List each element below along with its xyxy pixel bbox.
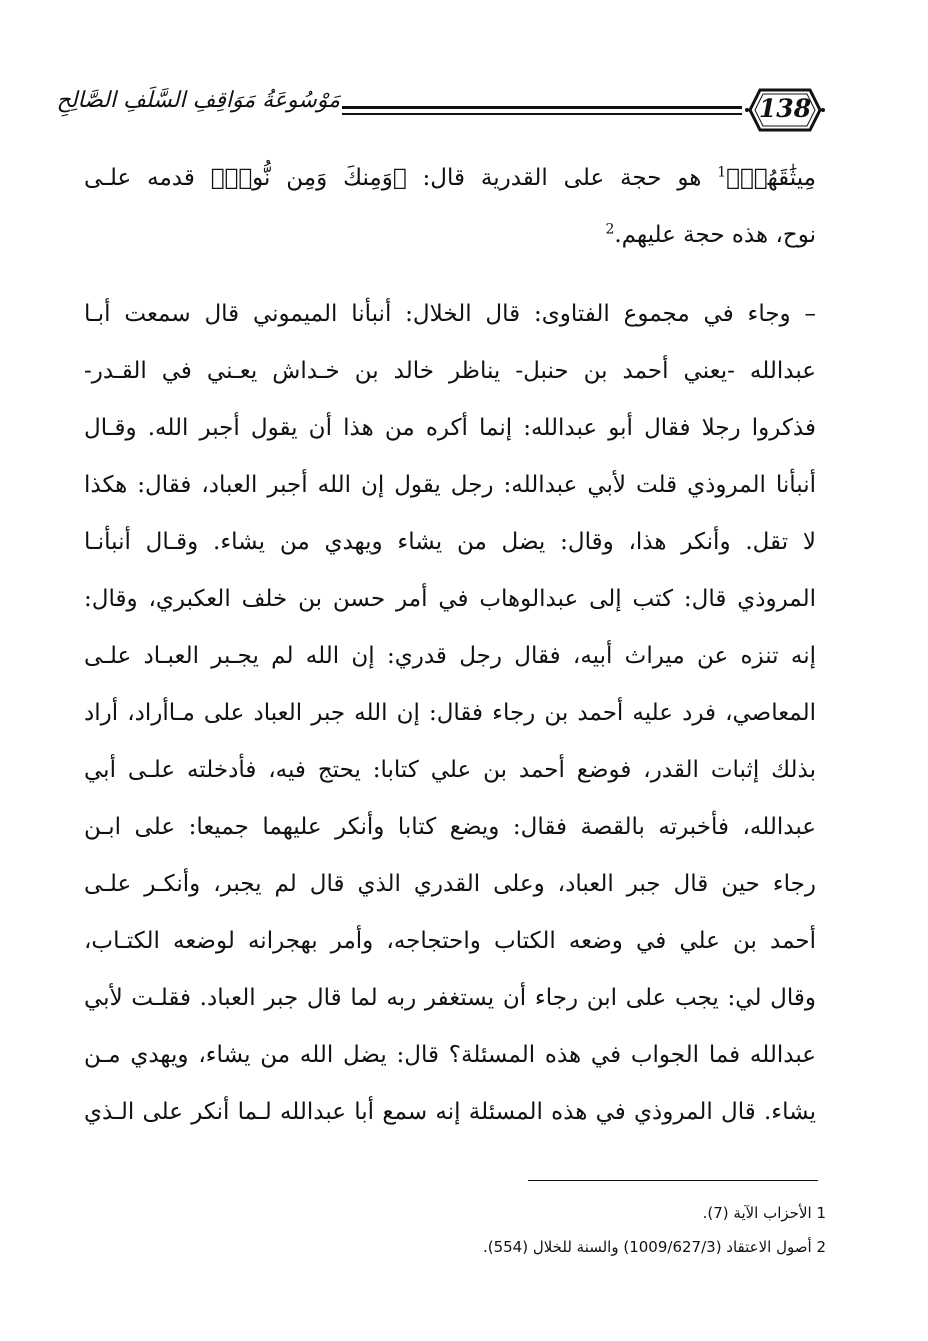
footnote-text: الأحزاب الآية (7).	[702, 1204, 812, 1222]
text-line: عبدالله، فأخبرته بالقصة فقال: ويضع كتابا وأنكر عليهما جميعا: على ابـن	[84, 814, 816, 840]
text-line: لا تقل. وأنكر هذا، وقال: يضل من يشاء ويهدي من يشاء. وقـال أنبأنـا	[84, 529, 816, 555]
series-title: مَوْسُوعَةُ مَوَاقِفِ السَّلَفِ الصَّالِحِ	[56, 88, 340, 113]
text-line: – وجاء في مجموع الفتاوى: قال الخلال: أنبأنا الميموني قال سمعت أبـا	[84, 301, 816, 327]
footnote-number: 1	[816, 1204, 826, 1222]
footnote-text: أصول الاعتقاد (1009/627/3) والسنة للخلال (554).	[482, 1238, 812, 1256]
body-text	[84, 150, 816, 1141]
text-line: وقال لي: يجب على ابن رجاء أن يستغفر ربه لما قال جبر العباد. فقلـت لأبي	[84, 985, 816, 1011]
text-line: إنه تنزه عن ميراث أبيه، فقال رجل قدري: إن الله لم يجـبر العبـاد علـى	[84, 643, 816, 669]
page-number-badge	[744, 84, 826, 136]
text-line: عبدالله -يعني أحمد بن حنبل- يناظر خالد بن خـداش يعـني في القـدر-	[84, 358, 816, 384]
text-line: المعاصي، فرد عليه أحمد بن رجاء فقال: إن الله جبر العباد على مـاأراد، أراد	[84, 700, 816, 726]
text-line: المروذي قال: كتب إلى عبدالوهاب في أمر حسن بن خلف العكبري، وقال:	[84, 586, 816, 612]
text-line: مِيثَٰقَهُمۡ﴾$^1$ هو حجة على القدرية قال: ﴿وَمِنكَ وَمِن نُّوحٖ﴾ قدمه علـى	[84, 164, 816, 191]
text-line: رجاء حين قال جبر العباد، وعلى القدري الذي قال لم يجبر، وأنكـر علـى	[84, 871, 816, 897]
footnote-ref[interactable]: 1	[717, 164, 727, 181]
header-rule	[342, 106, 742, 109]
page-number: 138	[758, 94, 812, 123]
text-line: بذلك إثبات القدر، فوضع أحمد بن علي كتابا: يحتج فيه، فأدخلته علـى أبي	[84, 757, 816, 783]
text-line: فذكروا رجلا فقال أبو عبدالله: إنما أكره من هذا أن يقول أجبر الله. وقـال	[84, 415, 816, 441]
footnote-ref[interactable]: 2	[605, 221, 615, 238]
page-header	[56, 84, 830, 140]
text-line: يشاء. قال المروذي في هذه المسئلة إنه سمع أبا عبدالله لـما أنكر على الـذي	[84, 1099, 816, 1125]
footnote-item	[300, 1230, 826, 1264]
footnotes	[300, 1196, 826, 1264]
text-line: عبدالله فما الجواب في هذه المسئلة؟ قال: يضل الله من يشاء، ويهدي مـن	[84, 1042, 816, 1068]
text-line: أنبأنا المروذي قلت لأبي عبدالله: رجل يقول إن الله أجبر العباد، فقال: هكذا	[84, 472, 816, 498]
text-line: أحمد بن علي في وضعه الكتاب واحتجاجه، وأمر بهجرانه لوضعه الكتـاب،	[84, 928, 816, 954]
header-rule-thin	[342, 113, 742, 115]
footnote-item	[300, 1196, 826, 1230]
footnote-separator	[528, 1180, 818, 1181]
text-line: نوح، هذه حجة عليهم.$^2$	[605, 221, 816, 248]
footnote-number: 2	[816, 1238, 826, 1256]
